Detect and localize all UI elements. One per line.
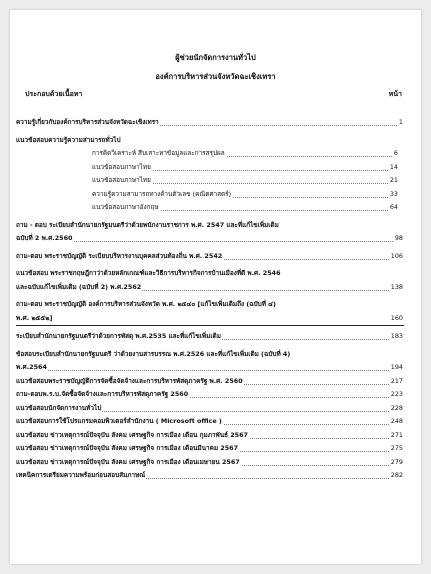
toc-entry-text: และฉบับแก้ไขเพิ่มเติม (ฉบับที่ 2) พ.ศ.2562 [16, 281, 142, 295]
toc-entry [10, 116, 421, 130]
toc-entry-page: 21 [389, 174, 398, 188]
toc-entry [10, 219, 421, 233]
toc-entry [10, 429, 421, 443]
toc-entry-text: แนวข้อสอบ ข่าวเหตุการณ์ปัจจุบัน สังคม เศรษฐกิจ การเมือง เดือนเมษายน 2567 [16, 456, 241, 470]
toc-entry-text: พ.ศ. ๒๕๕๒] [16, 312, 53, 326]
toc-entry [10, 469, 421, 483]
toc-entry-text: ระเบียบสำนักนายกรัฐมนตรีว่าด้วยการพัสดุ พ.ศ.2535 และที่แก้ไขเพิ่มเติม [16, 330, 222, 344]
toc-entry [10, 330, 421, 344]
toc-entry-page: 271 [390, 429, 403, 443]
toc-entry [10, 267, 421, 281]
toc-entry [16, 312, 404, 327]
toc-entry-page: 228 [390, 402, 403, 416]
toc-entry-text: ความรู้ความสามารถทางด้านตัวเลข (คณิตศาสตร์) [92, 188, 232, 202]
toc-entry-text: เทคนิคการเตรียมความพร้อมก่อนสอบสัมภาษณ์ [16, 469, 146, 483]
toc-header-contents: ประกอบด้วยเนื้อหา [25, 90, 83, 98]
toc-entry-text: แนวข้อสอบภาษาไทย [92, 161, 152, 175]
toc-entry-text: แนวข้อสอบนักจัดการงานทั่วไป [16, 402, 102, 416]
toc-entry-text: ความรู้เกี่ยวกับองค์การบริหารส่วนจังหวัดฉะเชิงเทรา [16, 116, 160, 130]
toc-sub-entry [10, 174, 421, 188]
toc-sub-entry [10, 201, 421, 215]
table-of-contents [10, 116, 421, 483]
toc-sub-entry [10, 188, 421, 202]
toc-sub-entry [10, 161, 421, 175]
toc-entry-page: 98 [394, 232, 403, 246]
toc-entry-page: 1 [398, 116, 403, 130]
toc-entry-text: ถาม-ตอบพ.ร.บ.จัดซื้อจัดจ้างและการบริหารพัสดุภาครัฐ 2560 [16, 388, 189, 402]
toc-entry [10, 348, 421, 362]
toc-entry-page: 106 [390, 250, 403, 264]
toc-entry-page: 138 [390, 281, 403, 295]
toc-entry-page: 275 [390, 442, 403, 456]
toc-entry-page: 217 [390, 375, 403, 389]
toc-entry [10, 375, 421, 389]
toc-entry [10, 442, 421, 456]
toc-entry-text: แนวข้อสอบภาษาอังกฤษ [92, 201, 160, 215]
toc-entry-text: แนวข้อสอบ พระราชกฤษฎีกาว่าด้วยหลักเกณฑ์และวิธีการบริหารกิจการบ้านเมืองที่ดี พ.ศ. 2546 [16, 267, 282, 281]
toc-entry-text: ข้อสอบระเบียบสำนักนายกรัฐมนตรี ว่าด้วยงานสารบรรณ พ.ศ.2526 และที่แก้ไขเพิ่มเติม (ฉบับที่ 4) [16, 348, 291, 362]
toc-entry-text: แนวข้อสอบ ข่าวเหตุการณ์ปัจจุบัน สังคม เศรษฐกิจ การเมือง เดือนมีนาคม 2567 [16, 442, 239, 456]
toc-entry-text: แนวข้อสอบ ข่าวเหตุการณ์ปัจจุบัน สังคม เศรษฐกิจ การเมือง เดือน กุมภาพันธ์ 2567 [16, 429, 249, 443]
toc-entry-text: ถาม-ตอบ พระราชบัญญัติ องค์การบริหารส่วนจังหวัด พ.ศ. ๒๕๔๐ [แก้ไขเพิ่มเติมถึง (ฉบับที่ ๔) [16, 298, 277, 312]
toc-sub-entry [10, 147, 421, 161]
toc-entry-text: การคิดวิเคราะห์ สืบเสาะหาข้อมูลและการสรุปผล [92, 147, 226, 161]
toc-entry-page: 64 [389, 201, 398, 215]
toc-entry-text: แนวข้อสอบการใช้โปรแกรมคอมพิวเตอร์สำนักงาน ( Microsoft office ) [16, 415, 223, 429]
toc-entry-page: 194 [390, 361, 403, 375]
toc-entry-page: 248 [390, 415, 403, 429]
toc-entry [10, 298, 421, 312]
toc-entry [10, 402, 421, 416]
toc-entry [10, 281, 421, 295]
toc-entry-page: 14 [389, 161, 398, 175]
toc-entry [10, 415, 421, 429]
toc-entry-text: แนวข้อสอบความรู้ความสามารถทั่วไป [16, 134, 122, 148]
document-subtitle: องค์การบริหารส่วนจังหวัดฉะเชิงเทรา [155, 72, 276, 81]
toc-entry-page: 183 [390, 330, 403, 344]
toc-entry-text: ถาม - ตอบ ระเบียบสำนักนายกรัฐมนตรีว่าด้วยพนักงานราชการ พ.ศ. 2547 และที่แก้ไขเพิ่มเติม [16, 219, 280, 233]
toc-entry-page: 279 [390, 456, 403, 470]
document-title: ผู้ช่วยนักจัดการงานทั่วไป [175, 53, 256, 62]
toc-entry-text: แนวข้อสอบภาษาไทย [92, 174, 152, 188]
toc-entry-page: 33 [389, 188, 398, 202]
toc-header-page: หน้า [388, 90, 402, 98]
toc-entry-text: พ.ศ.2564 [16, 361, 48, 375]
toc-entry-page: 282 [390, 469, 403, 483]
toc-entry [10, 456, 421, 470]
toc-entry [10, 250, 421, 264]
toc-entry-text: ถาม-ตอบ พระราชบัญญัติ ระเบียบบริหารงานบุคคลส่วนท้องถิ่น พ.ศ. 2542 [16, 250, 223, 264]
document-page [10, 10, 421, 564]
toc-entry-text: ฉบับที่ 2 พ.ศ.2560 [16, 232, 74, 246]
toc-entry-page: 6 [393, 147, 398, 161]
toc-entry [10, 232, 421, 246]
toc-entry-page: 160 [390, 312, 403, 326]
toc-entry-page: 223 [390, 388, 403, 402]
toc-section-heading [10, 134, 421, 148]
toc-entry [10, 388, 421, 402]
toc-entry [10, 361, 421, 375]
toc-entry-text: แนวข้อสอบพระราชบัญญัติการจัดซื้อจัดจ้างและการบริหารพัสดุภาครัฐ พ.ศ. 2560 [16, 375, 244, 389]
